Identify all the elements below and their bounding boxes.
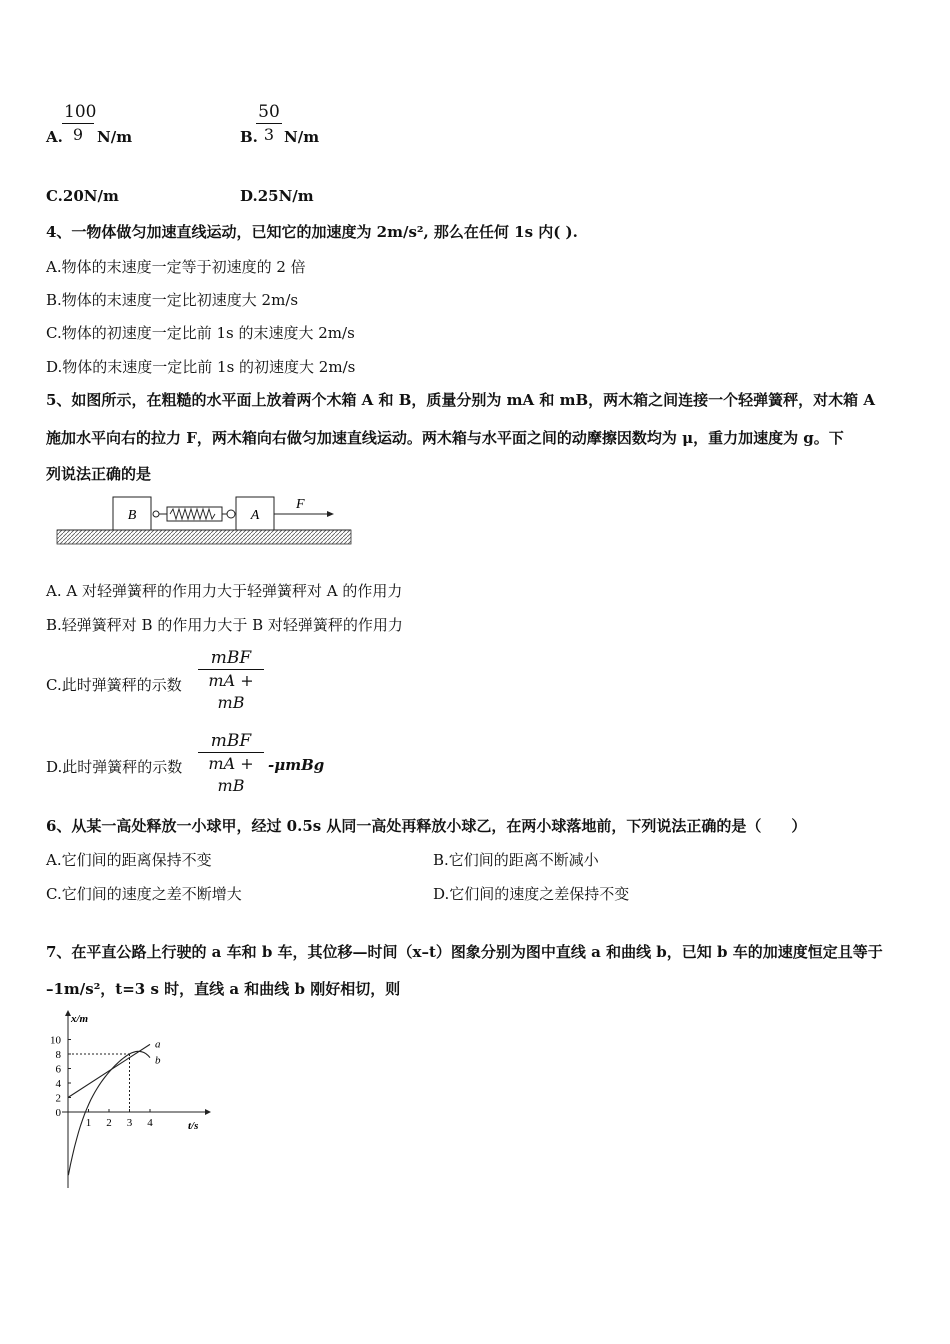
y-tick-label: 2 [55, 1092, 61, 1105]
q3-option-a-label: A. [46, 128, 63, 146]
q5-option-d-fraction [198, 730, 264, 797]
q7-stem-line1: 7、在平直公路上行驶的 a 车和 b 车，其位移—时间（x–t）图象分别为图中直线 a 和曲线 b，已知 b 车的加速度恒定且等于 [46, 943, 883, 961]
q5-option-d-suffix: -μmBg [268, 756, 325, 774]
q4-option-d: D.物体的末速度一定比前 1s 的初速度大 2m/s [46, 358, 356, 376]
x-axis-arrow [205, 1109, 211, 1115]
series-a-label: a [155, 1038, 161, 1051]
q5-stem-line1: 5、如图所示，在粗糙的水平面上放着两个木箱 A 和 B，质量分别为 mA 和 mB，两木箱之间连接一个轻弹簧秤，对木箱 A [46, 391, 876, 409]
y-tick-label: 10 [50, 1034, 61, 1047]
series-a-line [68, 1044, 150, 1097]
y-tick-label: 8 [55, 1049, 61, 1061]
fraction-denominator: 9 [72, 125, 84, 144]
q4-stem: 4、一物体做匀加速直线运动，已知它的加速度为 2m/s², 那么在任何 1s 内( ). [46, 223, 578, 241]
series-b-label: b [155, 1054, 161, 1067]
q3-option-a-unit: N/m [97, 128, 133, 146]
q4-option-a: A.物体的末速度一定等于初速度的 2 倍 [46, 258, 306, 276]
q5-stem-line2: 施加水平向右的拉力 F，两木箱向右做匀加速直线运动。两木箱与水平面之间的动摩擦因数均为 μ，重力加速度为 g。下 [46, 429, 844, 447]
x-tick-label: 1 [85, 1117, 92, 1129]
force-arrowhead [327, 511, 334, 517]
fraction-numerator: 50 [256, 101, 282, 124]
q4-option-c: C.物体的初速度一定比前 1s 的末速度大 2m/s [46, 324, 355, 342]
q3-option-b-label: B. [240, 128, 258, 146]
x-tick-label: 3 [126, 1117, 133, 1129]
fraction-denominator: 3 [263, 125, 275, 144]
ground-hatch [57, 530, 351, 544]
xt-graph [40, 1008, 230, 1193]
fraction-numerator: 100 [64, 102, 97, 122]
y-tick-label: 4 [55, 1078, 61, 1090]
x-tick-label: 2 [106, 1117, 112, 1129]
y-tick-label: 0 [55, 1107, 61, 1119]
q6-option-b: B.它们间的距离不断减小 [433, 851, 599, 869]
q3-option-b-unit: N/m [284, 128, 320, 146]
boxes-spring-diagram [55, 493, 355, 548]
q5-stem-line3: 列说法正确的是 [46, 465, 152, 483]
q7-stem-line2: –1m/s²，t=3 s 时，直线 a 和曲线 b 刚好相切，则 [46, 980, 401, 998]
x-tick-label: 4 [147, 1117, 153, 1129]
q3-option-b-fraction [256, 101, 282, 146]
force-label: F [296, 497, 305, 512]
series-b-curve [68, 1051, 150, 1175]
q6-stem: 6、从某一高处释放一小球甲，经过 0.5s 从同一高处再释放小球乙，在两小球落地前，下列说法正确的是（ ） [46, 817, 807, 835]
box-a-label: A [250, 508, 260, 523]
q6-option-c: C.它们间的速度之差不断增大 [46, 885, 242, 903]
fraction-denominator: mA + mB [208, 754, 254, 795]
y-axis-label: x/m [71, 1013, 89, 1025]
y-tick-label: 6 [55, 1063, 61, 1076]
fraction-denominator: mA + mB [208, 671, 254, 712]
spring-scale [153, 507, 235, 521]
fraction-numerator: mBF [198, 647, 264, 670]
q5-option-c-prefix: C.此时弹簧秤的示数 [46, 676, 182, 694]
fraction-numerator: mBF [198, 730, 264, 753]
q4-option-b: B.物体的末速度一定比初速度大 2m/s [46, 291, 299, 309]
q3-option-a-fraction [62, 101, 97, 146]
box-b-label: B [127, 508, 137, 523]
q3-option-d: D.25N/m [240, 187, 314, 205]
q5-option-c-fraction [198, 647, 264, 714]
q3-option-c: C.20N/m [46, 187, 119, 205]
q5-option-b: B.轻弹簧秤对 B 的作用力大于 B 对轻弹簧秤的作用力 [46, 616, 403, 634]
q6-option-a: A.它们间的距离保持不变 [46, 851, 212, 869]
q6-option-d: D.它们间的速度之差保持不变 [433, 885, 630, 903]
x-axis-label: t/s [188, 1120, 199, 1132]
q5-option-a: A. A 对轻弹簧秤的作用力大于轻弹簧秤对 A 的作用力 [46, 582, 403, 600]
q5-option-d-prefix: D.此时弹簧秤的示数 [46, 758, 183, 776]
